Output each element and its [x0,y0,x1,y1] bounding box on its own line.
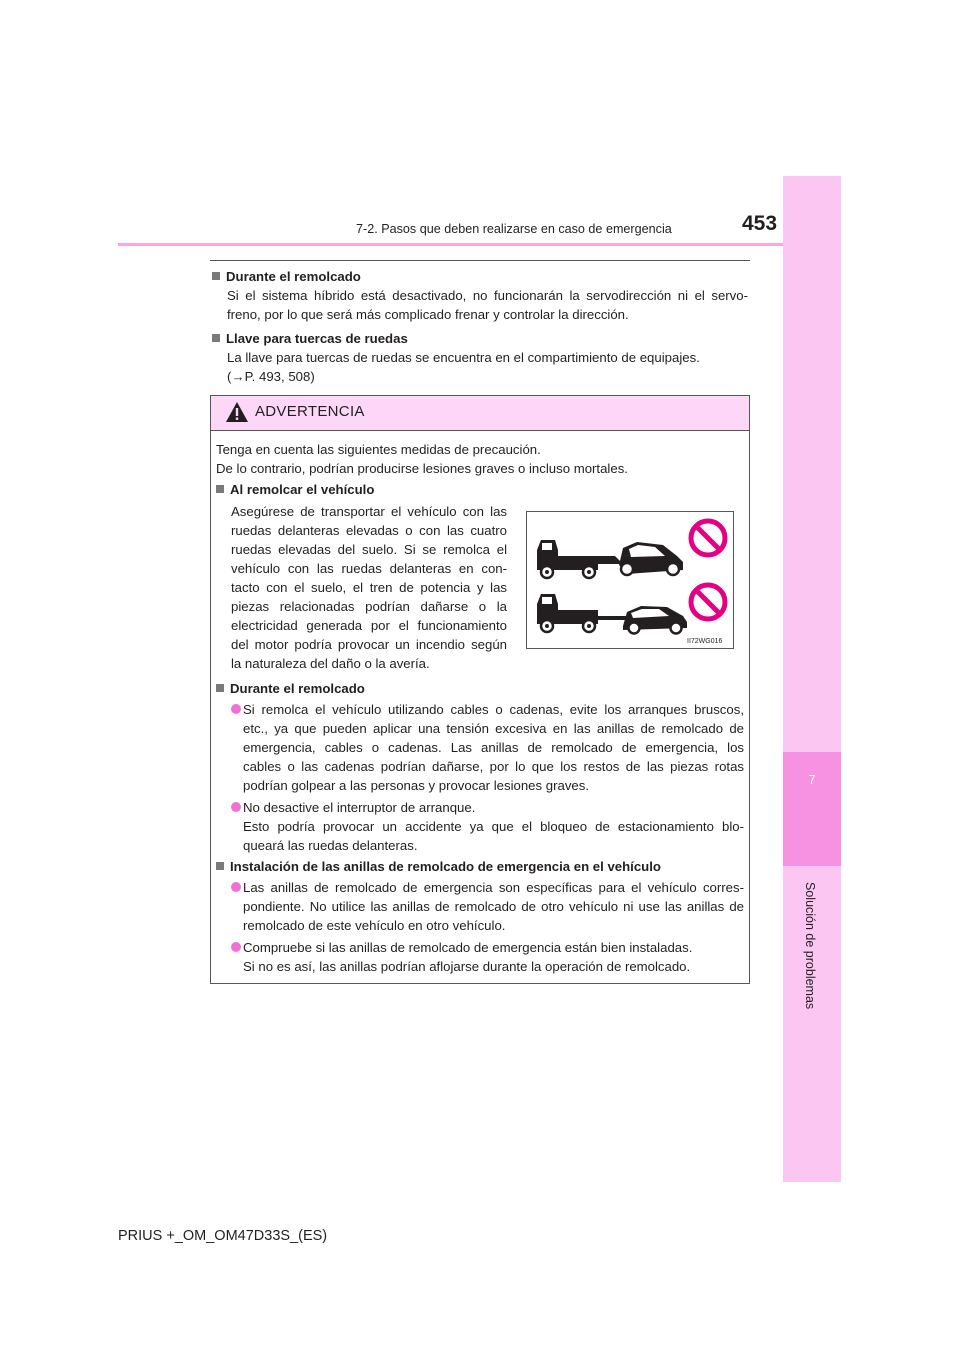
content-rule [210,260,750,261]
circle-bullet-icon [231,942,241,952]
page-number: 453 [742,212,778,235]
install-bullet2-line: Compruebe si las anillas de remolcado de emergencia están bien instaladas. [243,940,693,955]
during-bullet2-line: queará las ruedas delanteras. [243,838,418,853]
towing-line: tacto con el suelo, el tren de potencia y las [231,580,507,595]
circle-bullet-icon [231,704,241,714]
during-bullet1-line: podrían golpear a las personas y provocar lesiones graves. [243,778,590,793]
towing-line: ruedas delanteras elevadas o con las cuatro [231,523,507,538]
install-bullet2-line: Si no es así, las anillas podrían aflojarse durante la operación de remolcado. [243,959,691,974]
info-line: La llave para tuercas de ruedas se encuentra en el compartimiento de equipajes. [227,350,700,365]
towing-line: piezas relacionadas podrían dañarse o la [231,599,507,614]
towing-line: electricidad generada por el funcionamiento [231,618,507,633]
warning-header [211,396,749,431]
footer-doc-code: PRIUS +_OM_OM47D33S_(ES) [118,1228,328,1244]
prohibition-top-icon [691,521,725,555]
info-line: (→P. 493, 508) [227,369,315,384]
during-bullet2-line: No desactive el interruptor de arranque. [243,800,476,815]
info-section-wrench [212,329,748,386]
header-section-title: 7-2. Pasos que deben realizarse en caso de emergencia [356,222,672,236]
circle-bullet-icon [231,882,241,892]
circle-bullet-icon [231,802,241,812]
during-bullet2-line: Esto podría provocar un accidente ya que el bloqueo de estacionamiento blo- [243,819,744,834]
info-section-towing [212,267,748,324]
square-bullet-icon [212,272,220,280]
install-bullet1-line: remolcado de este vehículo en otro vehículo. [243,918,506,933]
chapter-title: Solución de problemas [803,882,817,1010]
warning-title: ADVERTENCIA [255,403,365,420]
square-bullet-icon [212,334,220,342]
install-bullet1-line: pondiente. No utilice las anillas de remolcado de otro vehículo ni use las anillas de [243,899,744,914]
towing-line: la naturaleza del daño o la avería. [231,656,430,671]
tow-truck-top-icon [537,540,683,578]
tow-truck-illustration-icon [527,512,733,648]
warning-heading-during: Durante el remolcado [216,679,365,698]
towing-line: del motor podría provocar un incendio según [231,637,507,652]
prohibition-bottom-icon [691,585,725,619]
info-heading: Llave para tuercas de ruedas [212,329,748,348]
image-code: II72WG016 [687,638,723,645]
square-bullet-icon [216,485,224,493]
towing-illustration [526,511,734,649]
install-bullet1-line: Las anillas de remolcado de emergencia son específicas para el vehículo corres- [243,880,744,895]
chapter-number: 7 [808,772,816,787]
info-line: freno, por lo que será más complicado frenar y controlar la dirección. [227,307,629,322]
sidebar-tab [783,176,841,1182]
warning-triangle-icon [225,401,249,423]
towing-line: vehículo con las ruedas delanteras en con- [231,561,507,576]
info-line: Si el sistema híbrido está desactivado, no funcionarán la servodirección ni el servo- [227,288,748,303]
warning-intro-line: De lo contrario, podrían producirse lesiones graves o incluso mortales. [216,461,628,476]
warning-intro-line: Tenga en cuenta las siguientes medidas de precaución. [216,442,541,457]
warning-box [210,395,750,984]
during-bullet1-line: cables o las cadenas podrían dañarse, por lo que los restos de las piezas rotas [243,759,744,774]
during-bullet1-line: etc., ya que pueden aplicar una tensión excesiva en las anillas de remolcado de [243,721,744,736]
square-bullet-icon [216,684,224,692]
towing-line: Asegúrese de transportar el vehículo con las [231,504,507,519]
during-bullet1-line: Si remolca el vehículo utilizando cables o cadenas, evite los arranques bruscos, [243,702,744,717]
during-bullet1-line: emergencia, cables o cadenas. Las anillas de remolcado de emergencia, los [243,740,744,755]
warning-heading-install: Instalación de las anillas de remolcado de emergencia en el vehículo [216,857,661,876]
towing-line: ruedas elevadas del suelo. Si se remolca el [231,542,507,557]
warning-heading-towing: Al remolcar el vehículo [216,480,374,499]
sidebar-chapter-block [783,752,841,866]
tow-truck-bottom-icon [537,594,687,634]
header-rule [118,243,783,246]
square-bullet-icon [216,862,224,870]
info-heading: Durante el remolcado [212,267,748,286]
